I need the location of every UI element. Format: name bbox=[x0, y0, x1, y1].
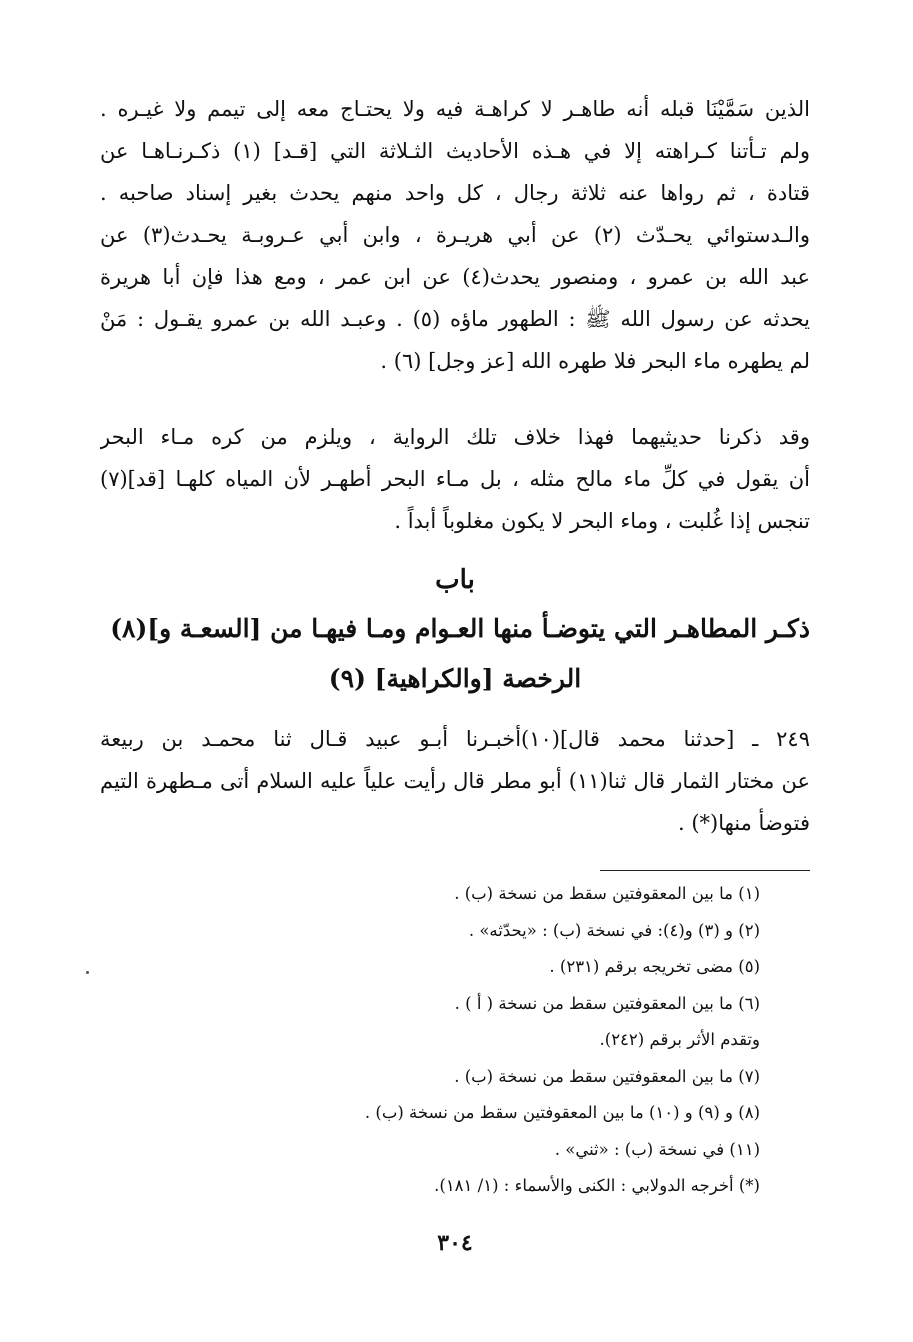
paragraph-2 bbox=[100, 416, 810, 542]
chapter-title-line-2: الرخصة [والكراهية] (٩) bbox=[328, 664, 582, 693]
text-line: الذين سَمَّيْنَا قبله أنه طاهـر لا كراهـة فيه ولا يحتـاج معه إلى تيمم ولا غيـره . bbox=[100, 97, 810, 121]
footnote: (٥) مضى تخريجه برقم (٢٣١) . bbox=[549, 957, 760, 976]
text-line: فتوضأ منها(*) . bbox=[677, 811, 810, 835]
text-line: وقد ذكرنا حديثيهما فهذا خلاف تلك الرواية ، ويلزم من كره مـاء البحر bbox=[100, 425, 810, 449]
text-line: عبد الله بن عمرو ، ومنصور يحدث(٤) عن ابن عمر ، ومع هذا فإن أبا هريرة bbox=[100, 265, 810, 289]
text-line: والـدستوائي يحـدّث (٢) عن أبي هريـرة ، وابن أبي عـروبـة يحـدث(٣) عن bbox=[100, 223, 810, 247]
paragraph-1 bbox=[100, 88, 810, 382]
footnotes bbox=[250, 876, 760, 1205]
page-number: ٣٠٤ bbox=[437, 1230, 473, 1256]
footnote: (١١) في نسخة (ب) : «ثني» . bbox=[554, 1139, 760, 1159]
text-line: ٢٤٩ ـ [حدثنا محمد قال](١٠)أخبـرنا أبـو عبيد قـال ثنا محمـد بن ربيعة bbox=[100, 727, 810, 751]
text-line: عن مختار الثمار قال ثنا(١١) أبو مطر قال رأيت علياً عليه السلام أتى مـطهرة التيم bbox=[100, 769, 810, 793]
text-line: قتادة ، ثم رواها عنه ثلاثة رجال ، كل واحد منهم يحدث بغير إسناد صاحبه . bbox=[100, 181, 810, 205]
footnote-divider bbox=[600, 870, 810, 871]
footnote: (٦) ما بين المعقوفتين سقط من نسخة ( أ ) . bbox=[454, 993, 760, 1013]
footnote: (٨) و (٩) و (١٠) ما بين المعقوفتين سقط من نسخة (ب) . bbox=[364, 1103, 760, 1122]
chapter-title-line-1: ذكـر المطاهـر التي يتوضـأ منها العـوام ومـا فيهـا من [السعـة و](٨) bbox=[110, 614, 810, 643]
paragraph-3 bbox=[100, 718, 810, 844]
footnote: (٧) ما بين المعقوفتين سقط من نسخة (ب) . bbox=[454, 1066, 760, 1086]
chapter-label: باب bbox=[435, 565, 475, 595]
footnote: (*) أخرجه الدولابي : الكنى والأسماء : (١/ ١٨١). bbox=[434, 1176, 760, 1195]
text-line: لم يطهره ماء البحر فلا طهره الله [عز وجل] (٦) . bbox=[380, 349, 810, 373]
text-line: أن يقول في كلِّ ماء مالح مثله ، بل مـاء البحر أطهـر لأن المياه كلهـا [قد](٧) bbox=[100, 467, 810, 491]
text-line: تنجس إذا غُلبت ، وماء البحر لا يكون مغلوباً أبداً . bbox=[394, 509, 810, 533]
footnote: وتقدم الأثر برقم (٢٤٢). bbox=[599, 1030, 760, 1049]
footnote: (٢) و (٣) و(٤): في نسخة (ب) : «يحدّثه» . bbox=[468, 920, 760, 940]
footnote: (١) ما بين المعقوفتين سقط من نسخة (ب) . bbox=[454, 884, 760, 903]
text-line: يحدثه عن رسول الله ﷺ : الطهور ماؤه (٥) . وعبـد الله بن عمرو يقـول : مَنْ bbox=[100, 307, 810, 331]
scan-speck bbox=[86, 971, 89, 974]
text-line: ولم تـأتنا كـراهته إلا في هـذه الأحاديث الثـلاثة التي [قـد] (١) ذكـرنـاهـا عن bbox=[100, 139, 810, 163]
